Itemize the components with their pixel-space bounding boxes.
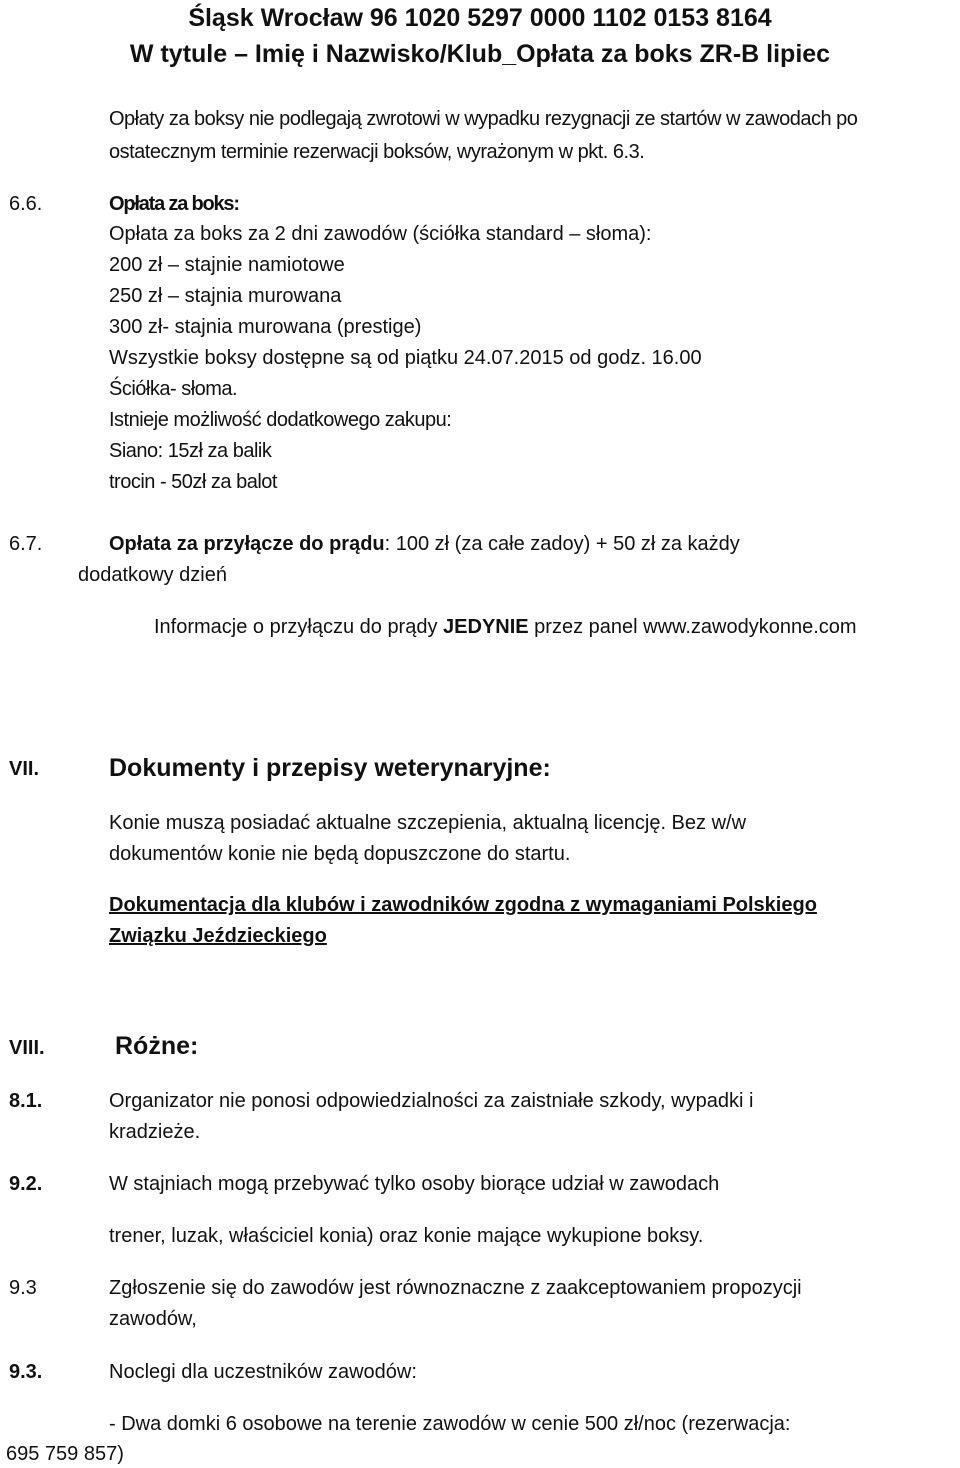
power-fee-line2: dodatkowy dzień — [78, 564, 227, 586]
box-fee-line: 250 zł – stajnia murowana — [109, 285, 342, 307]
section-number: 6.6. — [9, 193, 43, 215]
power-info-line: Informacje o przyłączu do prądy JEDYNIE przez panel www.zawodykonne.com — [154, 616, 857, 638]
item-text: 695 759 857) — [6, 1443, 124, 1465]
item-text: Organizator nie ponosi odpowiedzialności za zaistniałe szkody, wypadki i — [109, 1090, 754, 1112]
item-text: Noclegi dla uczestników zawodów: — [109, 1361, 417, 1383]
power-info-emphasis: JEDYNIE — [443, 616, 529, 638]
item-number: 8.1. — [9, 1090, 43, 1112]
item-text: - Dwa domki 6 osobowe na terenie zawodów w cenie 500 zł/noc (rezerwacja: — [109, 1413, 791, 1435]
item-text: kradzieże. — [109, 1121, 201, 1143]
box-fee-line: 300 zł- stajnia murowana (prestige) — [109, 316, 422, 338]
item-number: 9.3. — [9, 1361, 43, 1383]
chapter-title: Dokumenty i przepisy weterynaryjne: — [109, 754, 551, 782]
header-account-line: Śląsk Wrocław 96 1020 5297 0000 1102 0153 8164 — [188, 4, 772, 32]
power-fee-text: : 100 zł (za całe zadoy) + 50 zł za każdy — [384, 533, 740, 555]
refund-note-line1: Opłaty za boksy nie podlegają zwrotowi w wypadku rezygnacji ze startów w zawodach po — [109, 108, 858, 130]
box-fee-line: 200 zł – stajnie namiotowe — [109, 254, 345, 276]
box-fee-line: Wszystkie boksy dostępne są od piątku 24.07.2015 od godz. 16.00 — [109, 347, 702, 369]
vet-docs-line: Konie muszą posiadać aktualne szczepienia, aktualną licencję. Bez w/w — [109, 812, 747, 834]
box-fee-line: Istnieje możliwość dodatkowego zakupu: — [109, 409, 452, 431]
power-fee-line — [109, 533, 740, 556]
header-title-line: W tytule – Imię i Nazwisko/Klub_Opłata za boks ZR-B lipiec — [129, 40, 831, 68]
chapter-number: VII. — [9, 758, 40, 780]
chapter-title: Różne: — [115, 1032, 199, 1060]
box-fee-line: Ściółka- słoma. — [109, 378, 238, 400]
item-text: W stajniach mogą przebywać tylko osoby biorące udział w zawodach — [109, 1173, 720, 1195]
item-text: Zgłoszenie się do zawodów jest równoznaczne z zaakceptowaniem propozycji — [109, 1277, 802, 1299]
item-number: 9.3 — [9, 1277, 37, 1299]
chapter-number: VIII. — [9, 1037, 45, 1059]
vet-docs-line: dokumentów konie nie będą dopuszczone do startu. — [109, 843, 571, 865]
section-title: Opłata za boks: — [109, 193, 239, 215]
documentation-note: Związku Jeździeckiego — [109, 925, 327, 947]
item-text: trener, luzak, właściciel konia) oraz konie mające wykupione boksy. — [109, 1225, 704, 1247]
documentation-note: Dokumentacja dla klubów i zawodników zgodna z wymaganiami Polskiego — [109, 894, 817, 916]
box-fee-line: Siano: 15zł za balik — [109, 440, 272, 462]
power-fee-label: Opłata za przyłącze do prądu — [109, 533, 385, 555]
item-number: 9.2. — [9, 1173, 43, 1195]
box-fee-line: Opłata za boks za 2 dni zawodów (ściółka standard – słoma): — [109, 223, 652, 245]
box-fee-line: trocin - 50zł za balot — [109, 471, 277, 493]
item-text: zawodów, — [109, 1308, 197, 1330]
refund-note-line2: ostatecznym terminie rezerwacji boksów, wyrażonym w pkt. 6.3. — [109, 141, 645, 163]
section-number: 6.7. — [9, 533, 43, 555]
